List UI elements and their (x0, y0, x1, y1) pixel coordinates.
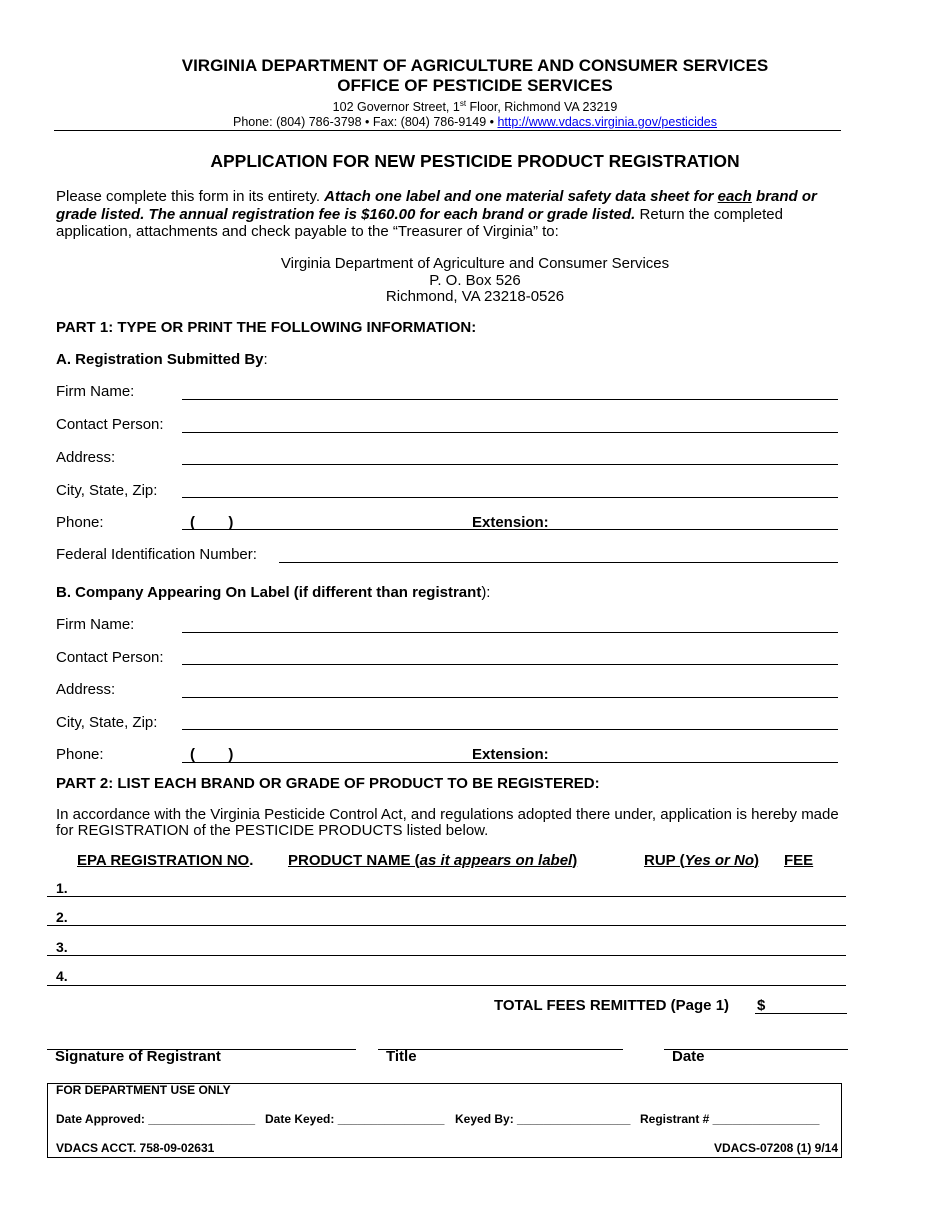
part2-text: In accordance with the Virginia Pesticide Control Act, and regulations adopted there under, application is hereby made for REGISTRATION of the PESTICIDE PRODUCTS listed below. (56, 806, 839, 839)
b-phone-area-code: ( ) (190, 746, 234, 763)
mailing-line-3: Richmond, VA 23218-0526 (385, 288, 565, 305)
a-phone-label: Phone: (56, 514, 104, 531)
federal-id-label: Federal Identification Number: (56, 546, 257, 563)
a-contact-person-label: Contact Person: (56, 416, 164, 433)
website-link[interactable]: http://www.vdacs.virginia.gov/pesticides (497, 115, 718, 129)
product-row-1-number: 1. (56, 880, 68, 896)
intro-bold-2: brand or grade listed. The annual registration fee is $160.00 for each brand or grade listed. (56, 188, 817, 223)
b-extension-label: Extension: (472, 746, 549, 763)
phone-fax: Phone: (804) 786-3798 • Fax: (804) 786-9149 • (232, 115, 498, 129)
product-row-2-number: 2. (56, 909, 68, 925)
total-fees-field[interactable] (755, 1013, 847, 1014)
col-rup (644, 852, 759, 869)
date-label: Date (672, 1048, 705, 1065)
section-b-heading-text: B. Company Appearing On Label (if different than registrant (56, 584, 482, 601)
b-address-field[interactable] (182, 697, 838, 698)
a-address-field[interactable] (182, 464, 838, 465)
date-keyed: Date Keyed: ________________ (265, 1112, 445, 1126)
section-a-heading-text: A. Registration Submitted By (56, 351, 264, 368)
header-divider (54, 130, 841, 131)
col-epa-period: . (249, 852, 254, 869)
a-phone-area-code: ( ) (190, 514, 234, 531)
col-epa-registration (77, 852, 253, 869)
a-city-state-zip-label: City, State, Zip: (56, 482, 158, 499)
total-fees-label: TOTAL FEES REMITTED (Page 1) (494, 997, 730, 1014)
b-firm-name-field[interactable] (182, 632, 838, 633)
b-firm-name-label: Firm Name: (56, 616, 135, 633)
mailing-line-1: Virginia Department of Agriculture and Consumer Services (280, 255, 670, 272)
a-firm-name-field[interactable] (182, 399, 838, 400)
intro-bold-underline: each (717, 188, 752, 205)
section-b-heading (56, 584, 490, 601)
address-part-2: Floor, Richmond VA 23219 (466, 100, 618, 115)
product-row-4[interactable] (47, 985, 846, 986)
a-contact-person-field[interactable] (182, 432, 838, 433)
col-rup-post: ) (754, 852, 760, 869)
section-b-suffix: ): (481, 584, 491, 601)
b-contact-person-label: Contact Person: (56, 649, 164, 666)
address-sup: st (459, 99, 467, 108)
col-rup-pre: RUP ( (644, 852, 685, 869)
product-row-3-number: 3. (56, 939, 68, 955)
b-city-state-zip-field[interactable] (182, 729, 838, 730)
col-rup-italic: Yes or No (684, 852, 755, 869)
intro-text-1: Please complete this form in its entirety. (56, 188, 325, 205)
contact-line (0, 115, 950, 129)
product-row-1[interactable] (47, 896, 846, 897)
col-fee: FEE (784, 852, 814, 869)
section-a-heading (56, 351, 268, 368)
intro-paragraph (56, 188, 846, 241)
intro-text-2: Return the completed application, attachments and check payable to the “Treasurer of Virginia” to: (56, 205, 783, 240)
address-part: 102 Governor Street, 1 (332, 100, 460, 115)
product-row-3[interactable] (47, 955, 846, 956)
b-contact-person-field[interactable] (182, 664, 838, 665)
department-use-heading: FOR DEPARTMENT USE ONLY (56, 1083, 231, 1097)
product-row-2[interactable] (47, 925, 846, 926)
total-dollar-sign: $ (757, 997, 766, 1014)
intro-bold-1: Attach one label and one material safety data sheet for (324, 188, 718, 205)
b-phone-label: Phone: (56, 746, 104, 763)
section-a-colon: : (263, 351, 268, 368)
a-extension-label: Extension: (472, 514, 549, 531)
col-product-italic: as it appears on label (419, 852, 573, 869)
a-city-state-zip-field[interactable] (182, 497, 838, 498)
mailing-address (0, 256, 950, 306)
form-title: APPLICATION FOR NEW PESTICIDE PRODUCT REGISTRATION (210, 151, 740, 171)
col-product-name (288, 852, 577, 869)
mailing-line-2: P. O. Box 526 (429, 271, 521, 289)
col-epa-text: EPA REGISTRATION NO (77, 852, 250, 869)
a-firm-name-label: Firm Name: (56, 383, 135, 400)
date-approved: Date Approved: ________________ (56, 1112, 256, 1126)
registrant-number: Registrant # ________________ (640, 1112, 820, 1126)
b-address-label: Address: (56, 681, 116, 698)
federal-id-field[interactable] (279, 562, 838, 563)
signature-label: Signature of Registrant (55, 1048, 221, 1065)
product-row-4-number: 4. (56, 968, 68, 984)
col-product-post: ) (572, 852, 578, 869)
office-address (0, 99, 950, 114)
part2-heading: PART 2: LIST EACH BRAND OR GRADE OF PRODUCT TO BE REGISTERED: (56, 775, 600, 792)
vdacs-account: VDACS ACCT. 758-09-02631 (56, 1141, 215, 1155)
keyed-by: Keyed By: _________________ (455, 1112, 631, 1126)
form-number: VDACS-07208 (1) 9/14 (713, 1141, 838, 1155)
col-product-pre: PRODUCT NAME ( (288, 852, 420, 869)
part1-heading: PART 1: TYPE OR PRINT THE FOLLOWING INFORMATION: (56, 319, 477, 336)
b-city-state-zip-label: City, State, Zip: (56, 714, 158, 731)
office-name: OFFICE OF PESTICIDE SERVICES (337, 76, 613, 95)
department-name: VIRGINIA DEPARTMENT OF AGRICULTURE AND CONSUMER SERVICES (181, 56, 769, 75)
title-label: Title (386, 1048, 417, 1065)
a-address-label: Address: (56, 449, 116, 466)
